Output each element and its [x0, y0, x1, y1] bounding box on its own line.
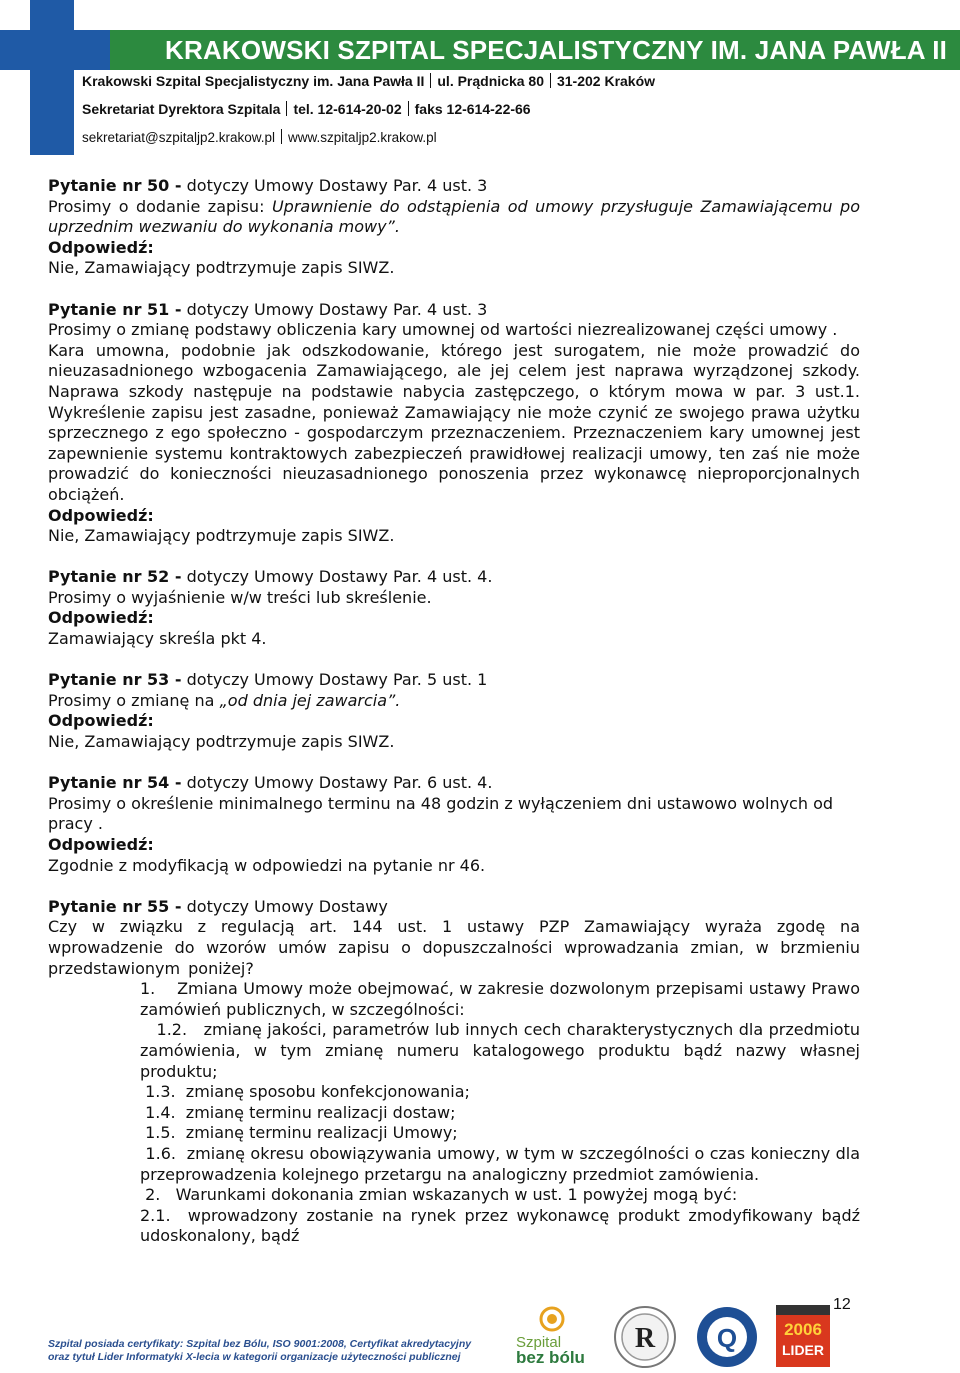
list-item: 1. Zmiana Umowy może obejmować, w zakresie dozwolonym przepisami ustawy Prawo zamówień publicznych, w szczególności: [140, 979, 871, 1019]
office: Sekretariat Dyrektora Szpitala [82, 101, 281, 117]
list-item: 1.3. zmianę sposobu konfekcjonowania; [140, 1082, 470, 1102]
logo-letter: Q [716, 1323, 738, 1353]
list-item: 1.6. zmianę okresu obowiązywania umowy, w tym w szczególności o czas konieczny dla przeprowadzenia kolejnego przetargu na analogiczny przedmiot zamówienia. [140, 1143, 871, 1184]
question-heading: Pytanie nr 55 - dotyczy Umowy Dostawy [48, 896, 388, 916]
answer-label: Odpowiedź: [48, 608, 154, 628]
question-heading: Pytanie nr 51 - dotyczy Umowy Dostawy Par. 4 ust. 3 [48, 299, 488, 319]
website-link[interactable]: www.szpitaljp2.krakow.pl [288, 130, 437, 145]
certificates-note [48, 1338, 503, 1364]
answer-text: Nie, Zamawiający podtrzymuje zapis SIWZ. [48, 526, 395, 546]
list-item: 2. Warunkami dokonania zmian wskazanych w ust. 1 powyżej mogą być: [140, 1185, 738, 1205]
web-line [82, 129, 437, 145]
answer-label: Odpowiedź: [48, 505, 154, 525]
question-text: Czy w związku z regulacją art. 144 ust. 1 ustawy PZP Zamawiający wyraża zgodę na wprowadzenie do wzorów umów zapisu o dopuszczalności wprowadzania zmian, w brzmieniu przedstawionym poniżej? [48, 917, 860, 978]
question-text: Prosimy o zmianę na „od dnia jej zawarcia”. [48, 690, 401, 710]
question-text: Prosimy o określenie minimalnego terminu na 48 godzin z wyłączeniem dni ustawowo wolnych od pracy . [48, 793, 834, 834]
fax: faks 12-614-22-66 [414, 101, 531, 117]
list-item: 1.2. zmianę jakości, parametrów lub innych cech charakterystycznych dla przedmiotu zamówienia, w tym zmianę numeru katalogowego produktu bądź nazwy własnej produktu; [140, 1020, 866, 1081]
list-item: 2.1. wprowadzony zostanie na rynek przez wykonawcę produkt zmodyfikowany bądź udoskonalony, bądź [140, 1205, 871, 1246]
contact-line [82, 101, 531, 117]
question-heading: Pytanie nr 52 - dotyczy Umowy Dostawy Par. 4 ust. 4. [48, 567, 493, 587]
logo-text: LIDER [782, 1342, 824, 1358]
logo-letter: R [634, 1323, 656, 1354]
answer-label: Odpowiedź: [48, 835, 154, 854]
letterhead [0, 0, 960, 155]
city: 31-202 Kraków [556, 73, 656, 89]
page-number: 12 [833, 1296, 851, 1313]
question-text: Prosimy o wyjaśnienie w/w treści lub skreślenie. [48, 587, 432, 607]
question-justification: Kara umowna, podobnie jak odszkodowanie, którego jest surogatem, nie może prowadzić do nieuzasadnionego wzbogacenia Zamawiającego, ale jej celem jest naprawa wyrządzonej szkody. Naprawa szkody następuje na podstawie nabycia zastępczego, o którym mowa w par. 3 ust.1. Wykreślenie zapisu jest zasadne, ponieważ Zamawiający nie może czynić ze swojego prawa użytku sprzecznego z ego społeczno - gospodarczym przeznaczeniem. Przeznaczeniem kary umownej jest zapewnienie systemu kontraktowych zabezpieczeń prawidłowej realizacji umowy, ten zaś nie może prowadzić do konieczności nieuzasadnionego ponoszenia przez wykonawcę nieproporcjonalnych obciążeń. [48, 340, 860, 504]
question-heading: Pytanie nr 50 - dotyczy Umowy Dostawy Par. 4 ust. 3 [48, 176, 488, 195]
answer-text: Zamawiający skreśla pkt 4. [48, 629, 267, 649]
hospital-full-name: Krakowski Szpital Specjalistyczny im. Jana Pawła II [82, 73, 425, 89]
szpital-bez-bolu-logo [512, 1305, 590, 1367]
logo-text: bez bólu [516, 1348, 585, 1367]
cert-line: oraz tytuł Lider Informatyki X-lecia w kategorii organizacje użyteczności publicznej [48, 1351, 461, 1363]
list-item: 1.5. zmianę terminu realizacji Umowy; [140, 1123, 458, 1143]
question-heading: Pytanie nr 54 - dotyczy Umowy Dostawy Par. 6 ust. 4. [48, 773, 493, 793]
logo-text: 2006 [784, 1320, 822, 1339]
lider-2006-logo [776, 1305, 830, 1367]
answer-label: Odpowiedź: [48, 237, 154, 257]
cross-logo-vertical [30, 0, 74, 155]
document-body [48, 176, 871, 1247]
cert-line: Szpital posiada certyfikaty: Szpital bez Bólu, ISO 9001:2008, Certyfikat akredytacyjny [48, 1338, 472, 1350]
street: ul. Prądnicka 80 [437, 73, 544, 89]
question-text: Prosimy o zmianę podstawy obliczenia kary umownej od wartości niezrealizowanej części umowy . [48, 320, 838, 340]
answer-label: Odpowiedź: [48, 711, 154, 731]
hospital-name: KRAKOWSKI SZPITAL SPECJALISTYCZNY IM. JANA PAWŁA II [165, 35, 948, 65]
phone: tel. 12-614-20-02 [293, 101, 402, 117]
cross-logo-horizontal [0, 30, 110, 70]
address-line [82, 73, 655, 89]
quality-seal-r [612, 1305, 678, 1369]
question-text: Prosimy o dodanie zapisu: Uprawnienie do odstąpienia od umowy przysługuje Zamawiającemu po uprzednim wezwaniu do wykonania mowy”. [48, 196, 861, 237]
logo-text: Szpital [516, 1334, 562, 1351]
list-item: 1.4. zmianę terminu realizacji dostaw; [140, 1102, 456, 1122]
answer-text: Nie, Zamawiający podtrzymuje zapis SIWZ. [48, 732, 395, 752]
email-link[interactable]: sekretariat@szpitaljp2.krakow.pl [82, 130, 276, 145]
answer-text: Zgodnie z modyfikacją w odpowiedzi na pytanie nr 46. [48, 855, 486, 875]
answer-text: Nie, Zamawiający podtrzymuje zapis SIWZ. [48, 258, 395, 278]
iso-quality-logo [694, 1305, 760, 1369]
question-heading: Pytanie nr 53 - dotyczy Umowy Dostawy Par. 5 ust. 1 [48, 670, 488, 690]
